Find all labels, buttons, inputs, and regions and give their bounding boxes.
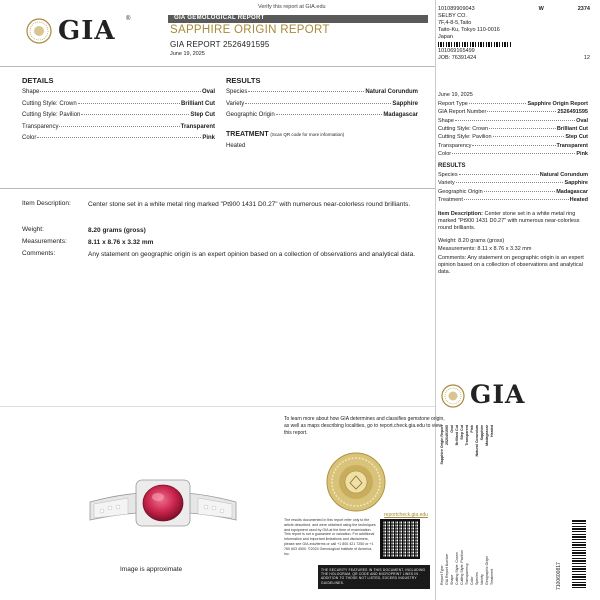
summary-row <box>438 109 588 115</box>
details-heading: DETAILS <box>22 76 54 85</box>
mini-summary-label: Treatment <box>490 568 494 585</box>
details-value: Transparent <box>180 123 215 130</box>
report-date: June 19, 2025 <box>170 51 205 57</box>
results-label: Species <box>226 89 248 95</box>
seal-icon <box>26 18 52 44</box>
mini-summary-label: Color <box>470 576 474 585</box>
mini-summary-value: Sapphire Origin Report <box>440 425 444 465</box>
header-divider <box>0 66 435 67</box>
summary-row <box>438 143 588 149</box>
item-label: Measurements: <box>22 238 67 245</box>
summary-label: Cutting Style: Crown <box>438 125 489 132</box>
summary-item <box>438 211 590 232</box>
details-value: Step Cut <box>190 112 215 118</box>
summary-row <box>438 126 588 132</box>
details-row <box>22 112 215 118</box>
registered-mark: ® <box>126 16 131 22</box>
summary-result-value: Heated <box>569 196 588 203</box>
item-label: Comments: <box>22 250 56 257</box>
summary-row <box>438 134 588 140</box>
details-value: Brilliant Cut <box>181 100 215 107</box>
mini-summary-value: Brilliant Cut <box>455 425 459 446</box>
legal-text: The results documented in this report refer only to the article described, and were obtained using the techniques and equipment used by GIA at the time of examination. This report is not a guarantee or valuation. For additional information and important limitations and disclaimers, please see GIA.edu/terms or call +1 800 421 7250 or +1 760 603 4500. ©2024 Gemological Institute of America, Inc. <box>284 518 376 556</box>
mini-summary-value: Madagascar <box>485 425 489 446</box>
summary-item-label: Item Description: <box>438 211 483 217</box>
address-code: W <box>538 6 544 12</box>
summary-value: Sapphire Origin Report <box>527 101 588 107</box>
summary-measurements: Measurements: 8.11 x 8.76 x 3.32 mm <box>438 246 532 252</box>
dot-leader <box>40 91 201 92</box>
item-value: Any statement on geographic origin is an expert opinion based on a collection of observations and analytical data. <box>88 251 416 258</box>
details-label: Cutting Style: Crown <box>22 100 77 107</box>
summary-value: Brilliant Cut <box>556 125 588 132</box>
mini-summary <box>440 425 570 590</box>
results-label: Variety <box>226 100 245 107</box>
mini-summary-value: Oval <box>450 425 454 433</box>
mini-summary-value: Heated <box>490 425 494 437</box>
section-divider <box>0 188 435 189</box>
seal-icon <box>441 384 465 408</box>
job-count: 12 <box>583 55 590 61</box>
dot-leader <box>459 174 539 175</box>
mini-summary-value: Sapphire <box>480 425 484 441</box>
fold-line <box>0 406 435 407</box>
qr-code[interactable] <box>380 519 420 559</box>
summary-date: June 19, 2025 <box>438 92 473 98</box>
barcode-number: 7100600817 <box>556 562 562 590</box>
address-barcode <box>438 42 512 47</box>
address-num: 2374 <box>577 6 590 12</box>
dot-leader <box>59 126 179 127</box>
details-row <box>22 135 215 141</box>
treatment-value: Heated <box>226 143 246 149</box>
summary-value: 2526491595 <box>557 109 588 116</box>
address-company: SELBY CO. <box>438 13 467 19</box>
results-row <box>226 112 418 118</box>
security-text: THE SECURITY FEATURES IN THIS DOCUMENT, INCLUDING THE HOLOGRAM, QR CODE AND MICROPRINT LINES IN ADDITION TO THOSE NOT LISTED, EXCEED INDUSTRY GUIDELINES. <box>321 568 426 585</box>
item-label: Item Description: <box>22 200 71 207</box>
summary-result-value: Madagascar <box>556 188 588 195</box>
mini-summary-label: Cutting Style: Pavilion <box>460 550 464 585</box>
summary-label: Transparency <box>438 142 472 149</box>
dot-leader <box>487 111 556 112</box>
details-row <box>22 89 215 95</box>
gia-logo-seal-lower <box>441 384 465 408</box>
details-label: Transparency <box>22 123 59 130</box>
mini-summary-label: Variety <box>480 574 484 585</box>
summary-label: Report Type <box>438 101 468 107</box>
details-row <box>22 101 215 107</box>
summary-result-row <box>438 180 588 186</box>
mini-summary-label: Shape <box>450 574 454 585</box>
mini-summary-value: Step Cut <box>460 425 464 440</box>
treatment-heading: TREATMENT <box>226 131 269 138</box>
gia-logo-seal-top <box>26 18 52 44</box>
mini-summary-value: Natural Corundum <box>475 425 479 457</box>
results-value: Natural Corundum <box>365 89 418 95</box>
ring-image <box>88 462 238 552</box>
summary-item-text: Center stone set in a white metal ring marked "Pt900 1431 D0.27" with numerous near-colorless round brilliants. <box>438 211 580 231</box>
vertical-barcode <box>572 520 586 588</box>
gia-logo-text-top: GIA <box>58 16 116 46</box>
results-value: Madagascar <box>383 112 418 118</box>
dot-leader <box>469 103 527 104</box>
summary-row <box>438 101 588 107</box>
dot-leader <box>248 91 364 92</box>
dot-leader <box>37 137 201 138</box>
learn-more-text: To learn more about how GIA determines and classifies gemstone origin, as well as maps describing localities, go to report.check.gia.edu to view this report. <box>284 416 445 436</box>
item-value: Center stone set in a white metal ring marked "Pt900 1431 D0.27" with numerous near-colorless round brilliants. <box>88 201 411 208</box>
mini-summary-label: Report Type <box>440 565 444 585</box>
mini-summary-label: GIA Report Number <box>445 553 449 585</box>
summary-result-label: Geographic Origin <box>438 188 483 195</box>
summary-result-label: Species <box>438 172 458 178</box>
mini-summary-row <box>490 425 495 585</box>
summary-weight: Weight: 8.20 grams (gross) <box>438 238 505 244</box>
results-value: Sapphire <box>392 100 418 107</box>
summary-row <box>438 118 588 124</box>
address-street: 7F,4-8-5,Taito <box>438 20 472 26</box>
details-value: Pink <box>202 135 215 141</box>
mini-summary-label: Cutting Style: Crown <box>455 552 459 585</box>
summary-row <box>438 151 588 157</box>
mini-summary-value: 2526491595 <box>445 425 449 445</box>
gold-seal <box>326 452 386 512</box>
summary-result-row <box>438 172 588 178</box>
dot-leader <box>455 120 575 121</box>
dot-leader <box>81 114 189 115</box>
dot-leader <box>472 145 555 146</box>
verify-text: Verify this report at GIA.edu <box>258 4 326 10</box>
item-value: 8.20 grams (gross) <box>88 227 146 234</box>
seal-icon <box>326 452 386 512</box>
summary-result-value: Sapphire <box>564 180 588 187</box>
report-number: GIA REPORT 2526491595 <box>170 40 270 49</box>
dot-leader <box>493 136 565 137</box>
summary-result-label: Treatment <box>438 196 463 203</box>
dot-leader <box>245 103 391 104</box>
address-city: Taito-Ku, Tokyo 110-0016 <box>438 27 500 33</box>
ring-icon <box>88 462 238 552</box>
summary-label: Color <box>438 150 452 157</box>
details-value: Oval <box>201 89 215 95</box>
dot-leader <box>484 191 556 192</box>
summary-value: Pink <box>576 150 588 157</box>
results-row <box>226 89 418 95</box>
details-label: Cutting Style: Pavilion <box>22 112 81 118</box>
address-ref: 101069165499 <box>438 48 475 54</box>
mini-summary-label: Species <box>475 572 479 585</box>
dot-leader <box>452 153 575 154</box>
treatment-note: (Scan QR code for more information) <box>270 132 345 137</box>
address-block <box>438 6 590 62</box>
mini-summary-value: Transparent <box>465 425 469 446</box>
summary-result-value: Natural Corundum <box>539 172 588 178</box>
dot-leader <box>276 114 383 115</box>
dot-leader <box>489 128 556 129</box>
dot-leader <box>464 199 569 200</box>
report-title: SAPPHIRE ORIGIN REPORT <box>170 24 330 36</box>
mini-summary-label: Geographic Origin <box>485 555 489 585</box>
results-heading: RESULTS <box>226 76 261 85</box>
mini-summary-label: Transparency <box>465 563 469 585</box>
summary-label: Cutting Style: Pavilion <box>438 134 492 141</box>
summary-result-row <box>438 197 588 203</box>
results-label: Geographic Origin <box>226 112 275 118</box>
security-band <box>318 565 430 589</box>
address-country: Japan <box>438 34 453 40</box>
mini-summary-value: Pink <box>470 425 474 433</box>
lab-band <box>168 15 428 23</box>
vertical-divider <box>435 0 436 600</box>
summary-value: Step Cut <box>565 134 588 141</box>
summary-results-heading: RESULTS <box>438 163 466 169</box>
lab-band-text: GIA GEMOLOGICAL REPORT <box>174 15 265 21</box>
summary-value: Oval <box>576 117 588 124</box>
details-row <box>22 124 215 130</box>
details-label: Color <box>22 135 37 141</box>
image-caption: Image is approximate <box>120 566 183 573</box>
item-value: 8.11 x 8.76 x 3.32 mm <box>88 239 154 246</box>
summary-label: Shape <box>438 117 454 124</box>
treatment-heading-line <box>226 131 344 138</box>
gia-logo-text-lower: GIA <box>470 380 526 409</box>
details-label: Shape <box>22 89 40 95</box>
summary-result-row <box>438 189 588 195</box>
qr-url[interactable]: reportcheck.gia.edu <box>384 512 428 518</box>
item-label: Weight: <box>22 226 44 233</box>
summary-label: GIA Report Number <box>438 109 487 116</box>
address-id: 101089909043 <box>438 6 475 12</box>
summary-result-label: Variety <box>438 180 455 187</box>
job-number: JOB: 76391424 <box>438 55 477 61</box>
summary-value: Transparent <box>556 142 588 149</box>
dot-leader <box>78 103 180 104</box>
dot-leader <box>456 182 564 183</box>
summary-comments: Comments: Any statement on geographic origin is an expert opinion based on a collection of observations and analytical data. <box>438 255 584 275</box>
results-row <box>226 101 418 107</box>
